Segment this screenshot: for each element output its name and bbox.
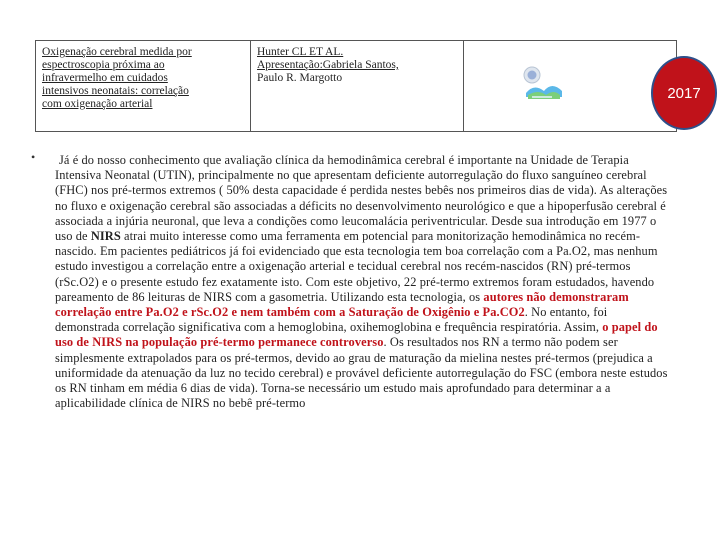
nirs-bold: NIRS	[90, 229, 121, 244]
title-line: espectroscopia próxima ao	[42, 59, 165, 71]
presenter-line: Apresentação:Gabriela Santos,	[257, 59, 399, 71]
body-text-part: . No entanto, foi demonstrada correlação significativa com a hemoglobina, oxihemoglobina e frequência respiratória. Assim,	[55, 305, 608, 335]
year-badge: 2017	[651, 56, 717, 130]
bullet-marker: •	[31, 150, 36, 164]
presenter-line-2: Paulo R. Margotto	[257, 72, 343, 84]
author-cell	[251, 41, 464, 131]
body-text-part: Já é do nosso conhecimento que avaliação clínica da hemodinâmica cerebral é importante na Unidade de Terapia Intensiva Neonatal (UTIN), principalmente no que apresentam deficiente autorregulação do fluxo sanguíneo cerebral (FHC) nos pré-termos extremos ( 50% desta capacidade é perdida nestes bebês nos primeiros dias de vida). As alterações no fluxo e oxigenação cerebral são associadas a déficits no desenvolvimento neurológico e que a hipoperfusão cerebral é associada a injúria neuronal, que leva a condições como leucomalácia periventricular. Desde sua introdução em 1977 o uso de	[55, 153, 668, 244]
body-text-part: . Os resultados nos RN a termo não podem ser simplesmente extrapolados para os pré-termos, devido ao grau de maturação da mielina nestes pré-termos (prejudica a uniformidade da atenuação da luz no tecido cerebral) e provável deficiente autorregulação do FSC (embora neste estudos os RN tinham em média 6 dias de vida). Torna-se necessário um estudo mais aprofundado para determinar a a aplicabilidade clínica de NIRS no bebê pré-termo	[55, 335, 668, 411]
header-table	[35, 40, 677, 132]
title-line: infravermelho em cuidados	[42, 72, 168, 84]
author-citation: Hunter CL ET AL.	[257, 46, 344, 58]
highlight-conclusion: o papel do uso de NIRS na população pré-termo permanece controverso	[55, 320, 658, 350]
sunny-landscape-icon	[522, 63, 566, 107]
logo-cell	[464, 41, 676, 131]
body-text-part: atrai muito interesse como uma ferramenta em potencial para monitorização hemodinâmica no recém-nascido. Em pacientes pediátricos já foi evidenciado que esta tecnologia tem boa correlação com a Pa.O2, mas nenhum estudo investigou a correlação entre a oxigenação arterial e tecidual cerebral nos recém-nascidos (RN) pré-termos (rSc.O2) e o presente estudo fez exatamente isto. Com este objetivo, 22 pré-termo extremos foram estudados, havendo pareamento de 86 leituras de NIRS com a gasometria. Utilizando esta tecnologia, os	[55, 229, 658, 304]
title-line: com oxigenação arterial	[42, 98, 153, 110]
article-title-link[interactable]	[42, 46, 244, 111]
title-line: Oxigenação cerebral medida por	[42, 46, 192, 58]
body-paragraph	[55, 153, 673, 411]
title-cell	[36, 41, 251, 131]
highlight-finding: autores não demonstraram correlação entre Pa.O2 e rSc.O2 e nem também com a Saturação de Oxigênio e Pa.CO2	[55, 289, 629, 320]
title-line: intensivos neonatais: correlação	[42, 85, 189, 97]
